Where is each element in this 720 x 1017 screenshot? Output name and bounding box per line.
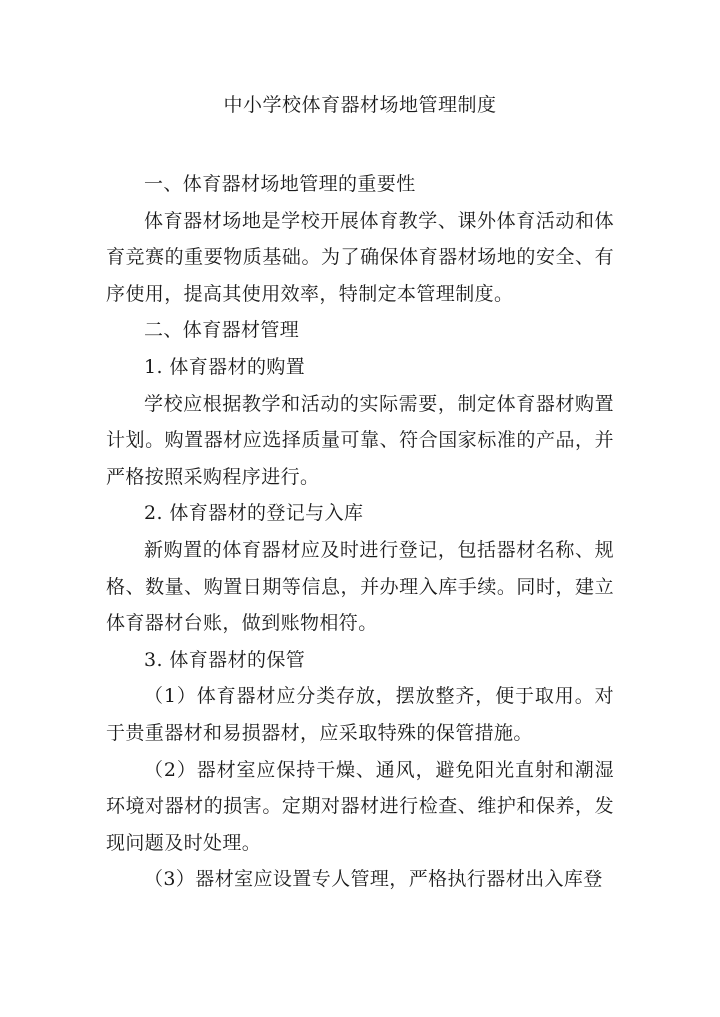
paragraph-storage-3: （3）器材室应设置专人管理，严格执行器材出入库登	[144, 868, 603, 891]
subheading-registration: 2. 体育器材的登记与入库	[144, 502, 364, 525]
section-heading-importance: 一、体育器材场地管理的重要性	[144, 173, 416, 195]
subheading-storage: 3. 体育器材的保管	[144, 648, 306, 671]
paragraph-registration: 新购置的体育器材应及时进行登记，包括器材名称、规格、数量、购置日期等信息，并办理入库手续。同时，建立体育器材台账，做到账物相符。	[106, 538, 614, 635]
subheading-purchase: 1. 体育器材的购置	[144, 355, 306, 378]
section-heading-equipment-management: 二、体育器材管理	[144, 319, 300, 342]
document-title: 中小学校体育器材场地管理制度	[223, 94, 497, 116]
paragraph-importance: 体育器材场地是学校开展体育教学、课外体育活动和体育竞赛的重要物质基础。为了确保体育器材场地的安全、有序使用，提高其使用效率，特制定本管理制度。	[106, 209, 614, 305]
document-body	[106, 166, 614, 898]
paragraph-purchase: 学校应根据教学和活动的实际需要，制定体育器材购置计划。购置器材应选择质量可靠、符合国家标准的产品，并严格按照采购程序进行。	[106, 392, 614, 488]
paragraph-storage-1: （1）体育器材应分类存放，摆放整齐，便于取用。对于贵重器材和易损器材，应采取特殊的保管措施。	[106, 685, 614, 744]
paragraph-storage-2: （2）器材室应保持干燥、通风，避免阳光直射和潮湿环境对器材的损害。定期对器材进行检查、维护和保养，发现问题及时处理。	[106, 758, 614, 854]
